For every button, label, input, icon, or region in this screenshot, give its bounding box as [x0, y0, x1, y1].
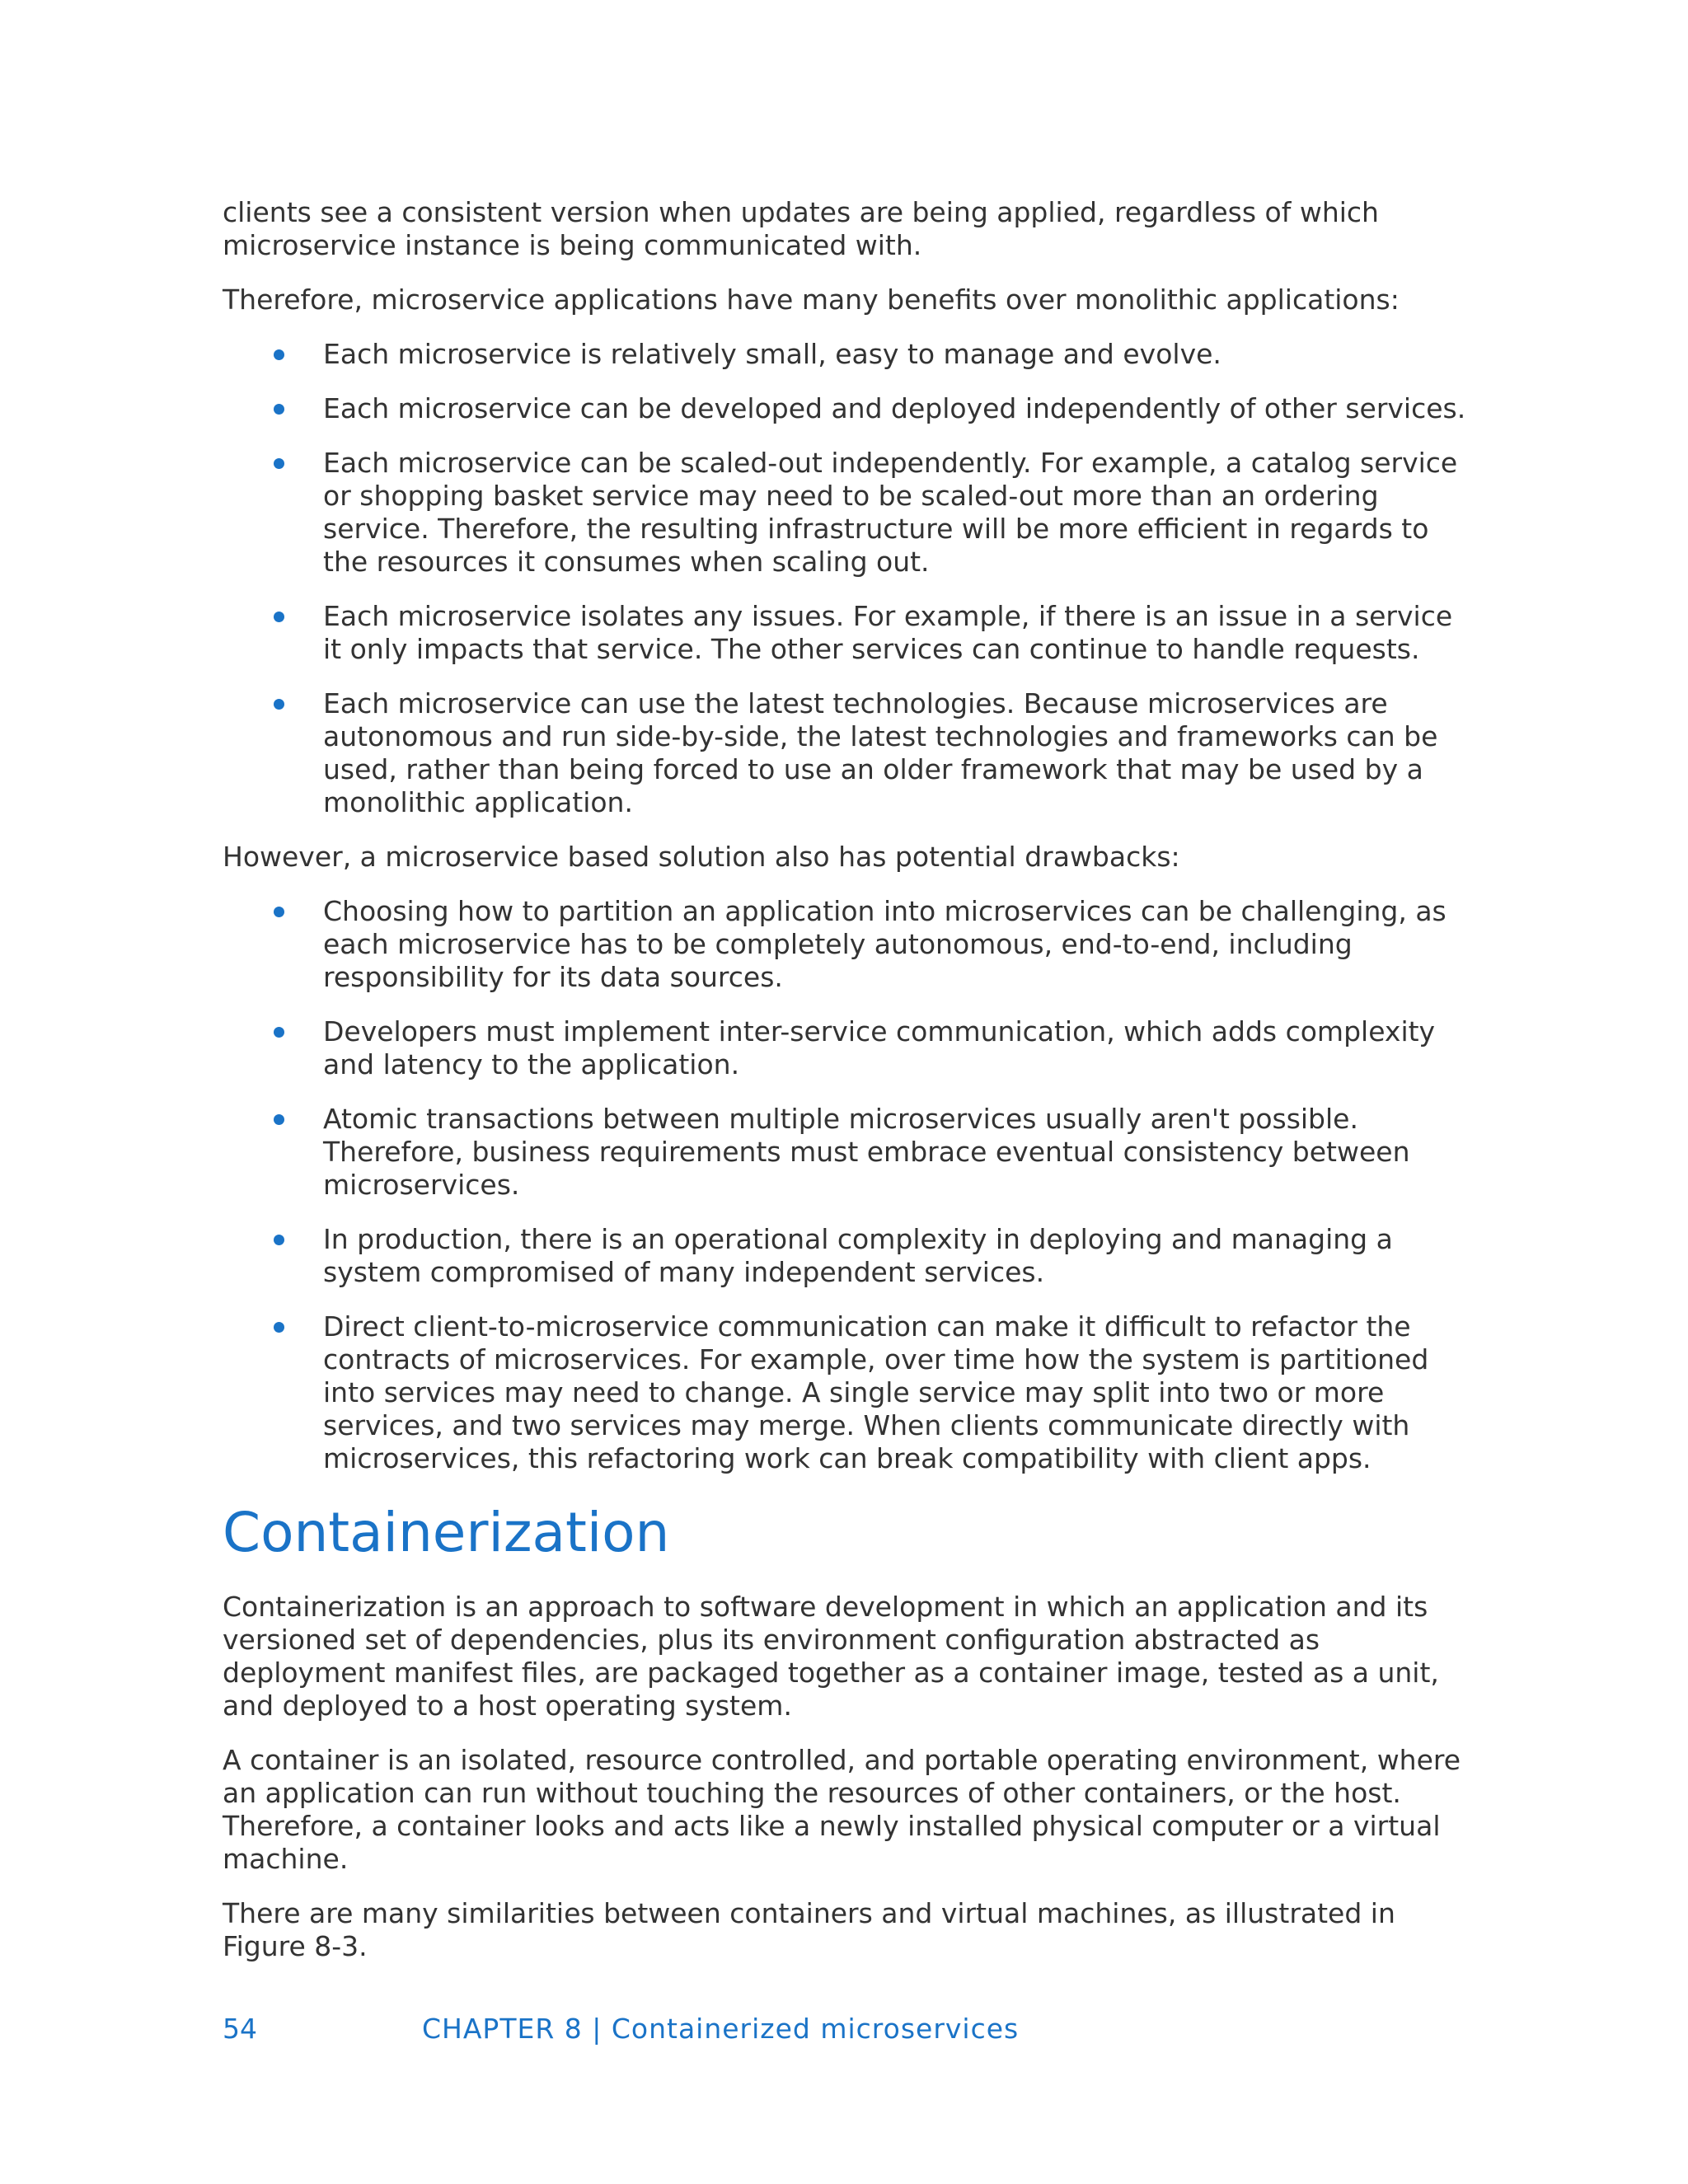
list-item-text: Choosing how to partition an application into microservices can be challenging, as each microservice has to be completely autonomous, end-to-end, including responsibility for its data sources.: [323, 895, 1447, 993]
benefits-list: [223, 338, 1475, 819]
list-item: [223, 687, 1475, 819]
list-item-text: Each microservice isolates any issues. For example, if there is an issue in a service it only impacts that service. The other services can continue to handle requests.: [323, 600, 1453, 665]
bullet-icon: [274, 699, 284, 710]
list-item: [223, 600, 1475, 666]
chapter-label: CHAPTER 8 | Containerized microservices: [422, 2013, 1020, 2045]
list-item-text: Each microservice can be developed and deployed independently of other services.: [323, 392, 1466, 424]
page-body: [223, 196, 1475, 1985]
paragraph-containerization-1: Containerization is an approach to software development in which an application and its versioned set of dependencies, plus its environment configuration abstracted as deployment manifest files, are packaged together as a container image, tested as a unit, and deployed to a host operating system.: [223, 1591, 1439, 1722]
bullet-icon: [274, 907, 284, 917]
list-item: [223, 392, 1475, 425]
bullet-icon: [274, 1322, 284, 1333]
bullet-icon: [274, 1027, 284, 1038]
list-item-text: In production, there is an operational complexity in deploying and managing a system compromised of many independent services.: [323, 1223, 1393, 1288]
bullet-icon: [274, 1235, 284, 1245]
list-item: [223, 1015, 1475, 1081]
paragraph-drawbacks-lead: However, a microservice based solution also has potential drawbacks:: [223, 841, 1180, 873]
drawbacks-list: [223, 895, 1475, 1475]
bullet-icon: [274, 349, 284, 360]
list-item: [223, 1223, 1475, 1289]
bullet-icon: [274, 404, 284, 415]
list-item-text: Atomic transactions between multiple microservices usually aren't possible. Therefore, business requirements must embrace eventual consistency between microservices.: [323, 1103, 1410, 1201]
list-item: [223, 895, 1475, 994]
list-item: [223, 447, 1475, 579]
list-item-text: Developers must implement inter-service communication, which adds complexity and latency to the application.: [323, 1015, 1436, 1080]
section-heading: Containerization: [223, 1501, 670, 1564]
page-number: 54: [223, 2013, 257, 2045]
paragraph-benefits-lead: Therefore, microservice applications have many benefits over monolithic applications:: [223, 284, 1400, 316]
list-item: [223, 1103, 1475, 1202]
list-item: [223, 338, 1475, 371]
list-item-text: Each microservice can be scaled-out independently. For example, a catalog service or shopping basket service may need to be scaled-out more than an ordering service. Therefore, the resulting infrastructure will be more efficient in regards to the resources it consumes when scaling out.: [323, 447, 1458, 578]
list-item-text: Direct client-to-microservice communication can make it difficult to refactor the contracts of microservices. For example, over time how the system is partitioned into services may need to change. A single service may split into two or more services, and two services may merge. When clients communicate directly with microservices, this refactoring work can break compatibility with client apps.: [323, 1310, 1429, 1474]
paragraph-containerization-2: A container is an isolated, resource controlled, and portable operating environment, where an application can run without touching the resources of other containers, or the host. Therefore, a container looks and acts like a newly installed physical computer or a virtual machine.: [223, 1744, 1461, 1875]
paragraph-intro: clients see a consistent version when updates are being applied, regardless of which microservice instance is being communicated with.: [223, 196, 1379, 261]
list-item-text: Each microservice can use the latest technologies. Because microservices are autonomous and run side-by-side, the latest technologies and frameworks can be used, rather than being forced to use an older framework that may be used by a monolithic application.: [323, 687, 1438, 818]
list-item: [223, 1310, 1475, 1475]
list-item-text: Each microservice is relatively small, easy to manage and evolve.: [323, 338, 1221, 370]
bullet-icon: [274, 458, 284, 469]
bullet-icon: [274, 612, 284, 622]
bullet-icon: [274, 1114, 284, 1125]
paragraph-containerization-3: There are many similarities between containers and virtual machines, as illustrated in Figure 8-3.: [223, 1897, 1395, 1962]
